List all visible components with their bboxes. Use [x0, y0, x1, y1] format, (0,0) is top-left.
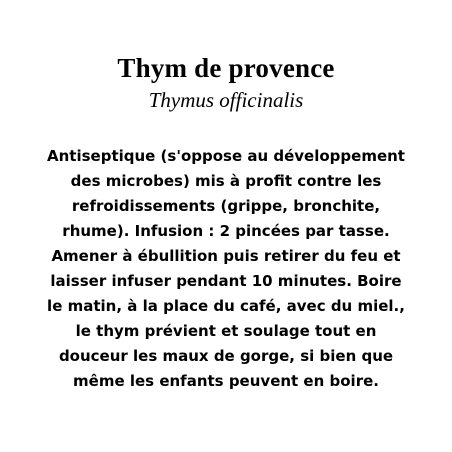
plant-common-name: Thym de provence — [117, 53, 335, 83]
plant-latin-name: Thymus officinalis — [148, 88, 304, 112]
description-line: laisser infuser pendant 10 minutes. Boire — [50, 272, 402, 290]
description-line: des microbes) mis à profit contre les — [70, 172, 382, 190]
description-line: rhume). Infusion : 2 pincées par tasse. — [62, 222, 390, 240]
description-line: refroidissements (grippe, bronchite, — [71, 197, 381, 215]
plant-description — [20, 144, 432, 394]
description-line: Antiseptique (s'oppose au développement — [47, 147, 405, 165]
description-line: même les enfants peuvent en boire. — [73, 372, 379, 390]
description-line: le matin, à la place du café, avec du miel., — [47, 297, 405, 315]
description-line: le thym prévient et soulage tout en — [75, 322, 377, 340]
description-line: Amener à ébullition puis retirer du feu et — [51, 247, 401, 265]
description-line: douceur les maux de gorge, si bien que — [58, 347, 394, 365]
